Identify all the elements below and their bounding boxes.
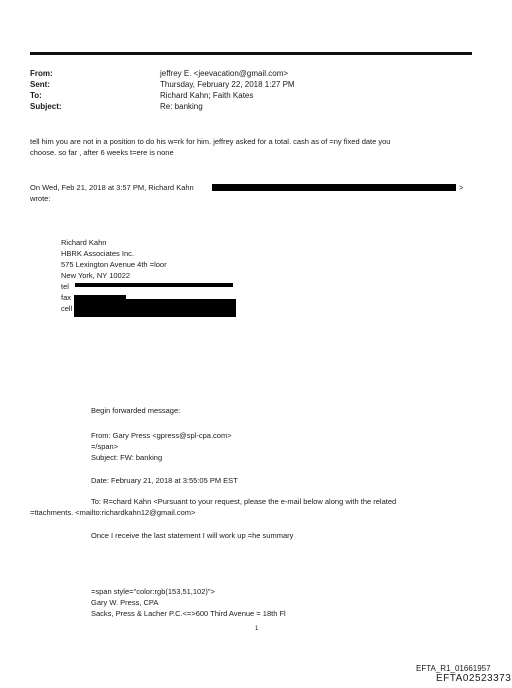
sig-address2: New York, NY 10022 [61,271,131,280]
fwd-span-style: =span style="color:rgb(153,51,102)"> [91,587,215,596]
sig-name: Richard Kahn [61,238,107,247]
fwd-subject: Subject: FW: banking [91,453,163,462]
sig-fax-label: fax [61,293,72,302]
fwd-span: =/span> [91,442,119,451]
sig-tel-label: tel [61,282,69,291]
fwd-to-line-2: =ttachments. <mailto:richardkahn12@gmail.com> [30,508,196,517]
to-label: To: [30,91,42,100]
from-label: From: [30,69,53,78]
fwd-sacks: Sacks, Press & Lacher P.C.<=>600 Third Avenue = 18th Fl [91,609,286,618]
footer-id-2: EFTA02523373 [436,673,512,684]
subject-value: Re: banking [160,102,203,111]
footer-id-1: EFTA_R1_01661957 [416,664,491,673]
redaction-tel [75,283,233,287]
header-rule [30,52,472,55]
fwd-gary: Gary W. Press, CPA [91,598,159,607]
fwd-once: Once I receive the last statement I will work up =he summary [91,531,294,540]
subject-label: Subject: [30,102,62,111]
sent-value: Thursday, February 22, 2018 1:27 PM [160,80,295,89]
fwd-date: Date: February 21, 2018 at 3:55:05 PM EST [91,476,238,485]
body-line-2: choose. so far , after 6 weeks t=ere is none [30,148,174,157]
sig-cell-label: cell [61,304,73,313]
body-line-1: tell him you are not in a position to do his w=rk for him. jeffrey asked for a total. cash as of =ny fixed date you [30,137,391,146]
to-value: Richard Kahn; Faith Kates [160,91,254,100]
fwd-begin: Begin forwarded message: [91,406,181,415]
page-number: 1 [255,626,259,632]
sig-company: HBRK Associates Inc. [61,249,134,258]
quote-line-1: On Wed, Feb 21, 2018 at 3:57 PM, Richard Kahn [30,183,194,192]
quote-arrow: > [459,183,464,192]
quote-line-2: wrote: [30,194,51,203]
redaction-cell [74,299,236,317]
sent-label: Sent: [30,80,50,89]
fwd-from: From: Gary Press <gpress@spl-cpa.com> [91,431,232,440]
from-value: jeffrey E. <jeevacation@gmail.com> [160,69,289,78]
fwd-to-line-1: To: R=chard Kahn <Pursuant to your request, please the e-mail below along with the related [91,497,397,506]
sig-address1: 575 Lexington Avenue 4th =loor [61,260,167,269]
redaction-email [212,184,456,191]
